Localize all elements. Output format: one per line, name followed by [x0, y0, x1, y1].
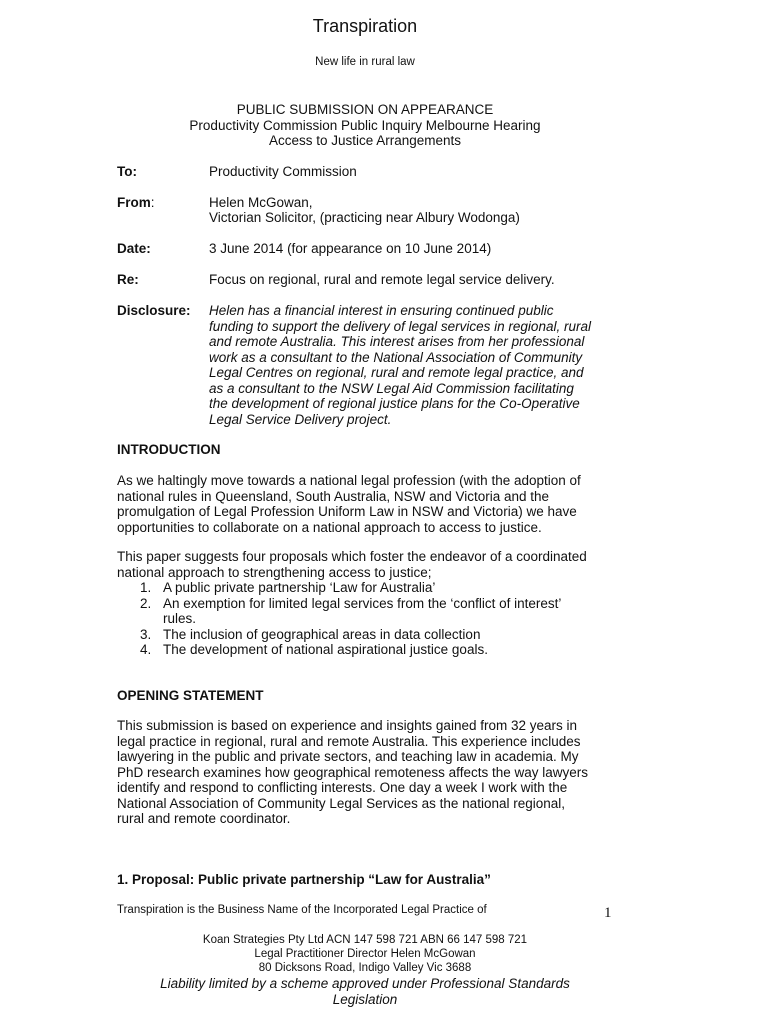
disclosure-line-2: funding to support the delivery of legal services in regional, rural	[209, 318, 591, 334]
opening-line-7: rural and remote coordinator.	[117, 811, 291, 826]
submission-heading-line-2: Productivity Commission Public Inquiry Melbourne Hearing	[189, 118, 541, 133]
footer-liability-line-2: Legislation	[332, 992, 398, 1007]
date-label: Date:	[117, 241, 151, 256]
disclosure-line-5: Legal Centres on regional, rural and remote legal practice, and	[209, 365, 584, 380]
list-item-number: 4.	[140, 642, 152, 657]
opening-statement-heading: OPENING STATEMENT	[117, 688, 264, 703]
intro-para1-line-4: opportunities to collaborate on a national approach to access to justice.	[117, 519, 542, 535]
opening-line-3: lawyering in the public and private sectors, and teaching law in academia. My	[117, 749, 579, 764]
from-label	[117, 195, 155, 210]
re-value: Focus on regional, rural and remote legal service delivery.	[209, 272, 555, 287]
disclosure-line-8: Legal Service Delivery project.	[209, 411, 392, 427]
footer-business-line: Transpiration is the Business Name of the Incorporated Legal Practice of	[117, 904, 487, 916]
list-item-text: The inclusion of geographical areas in data collection	[163, 626, 481, 642]
to-value: Productivity Commission	[209, 164, 357, 179]
submission-heading-line-3: Access to Justice Arrangements	[268, 133, 462, 148]
opening-line-2: legal practice in regional, rural and remote Australia. This experience includes	[117, 733, 581, 749]
disclosure-line-4: work as a consultant to the National Association of Community	[209, 349, 583, 365]
submission-heading-line-1: PUBLIC SUBMISSION ON APPEARANCE	[236, 102, 494, 117]
opening-line-5: identify and respond to conflicting interests. One day a week I work with the	[117, 780, 568, 795]
proposal-1-heading: 1. Proposal: Public private partnership “Law for Australia”	[117, 872, 491, 887]
from-label-colon: :	[150, 195, 155, 210]
footer-director: Legal Practitioner Director Helen McGowan	[254, 948, 476, 960]
list-item-text-continued: rules.	[163, 611, 197, 626]
introduction-heading: INTRODUCTION	[117, 442, 221, 457]
disclosure-line-3: and remote Australia. This interest arises from her professional	[209, 334, 585, 349]
from-label-text: From	[117, 195, 151, 210]
from-value-name: Helen McGowan,	[209, 195, 313, 210]
disclosure-line-1: Helen has a financial interest in ensuring continued public	[209, 303, 554, 318]
opening-line-1: This submission is based on experience and insights gained from 32 years in	[117, 718, 578, 733]
intro-para1-line-1: As we haltingly move towards a national legal profession (with the adoption of	[117, 473, 581, 488]
document-title: Transpiration	[312, 16, 418, 36]
to-label: To:	[117, 164, 137, 179]
list-item-number: 2.	[140, 595, 152, 611]
list-item-text: A public private partnership ‘Law for Australia’	[163, 580, 436, 595]
list-item-number: 1.	[140, 580, 152, 595]
from-value-title: Victorian Solicitor, (practicing near Albury Wodonga)	[209, 210, 520, 225]
re-label: Re:	[117, 272, 139, 287]
footer-company: Koan Strategies Pty Ltd ACN 147 598 721 ABN 66 147 598 721	[202, 934, 528, 946]
disclosure-line-7: the development of regional justice plans for the Co-Operative	[209, 396, 580, 411]
list-item-text: An exemption for limited legal services from the ‘conflict of interest’	[163, 595, 562, 611]
intro-para1-line-2: national rules in Queensland, South Australia, NSW and Victoria and the	[117, 488, 550, 504]
list-item-number: 3.	[140, 626, 152, 642]
footer-address: 80 Dicksons Road, Indigo Valley Vic 3688	[258, 962, 472, 974]
disclosure-line-6: as a consultant to the NSW Legal Aid Commission facilitating	[209, 380, 574, 396]
intro-para1-line-3: promulgation of Legal Profession Uniform Law in NSW and Victoria) we have	[117, 504, 577, 519]
footer-liability-line-1: Liability limited by a scheme approved under Professional Standards	[160, 976, 570, 991]
disclosure-label: Disclosure:	[117, 303, 191, 318]
intro-para2-line-2: national approach to strengthening access to justice;	[117, 564, 432, 580]
intro-para2-line-1: This paper suggests four proposals which foster the endeavor of a coordinated	[117, 549, 587, 564]
list-item-text: The development of national aspirational justice goals.	[163, 642, 488, 657]
date-value: 3 June 2014 (for appearance on 10 June 2014)	[209, 241, 492, 256]
page-number: 1	[604, 905, 612, 921]
opening-line-6: National Association of Community Legal Services as the national regional,	[117, 795, 565, 811]
opening-line-4: PhD research examines how geographical remoteness affects the way lawyers	[117, 764, 588, 780]
document-subtitle: New life in rural law	[315, 56, 415, 68]
